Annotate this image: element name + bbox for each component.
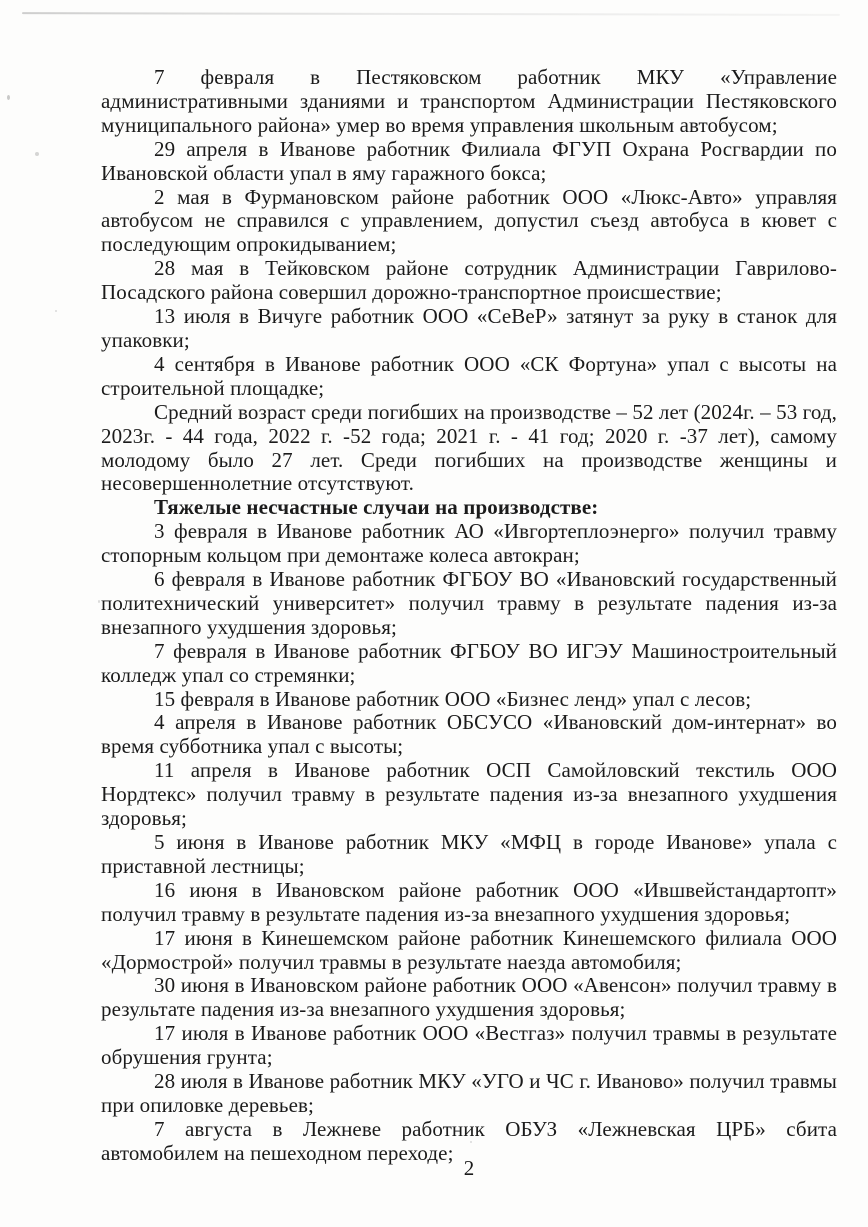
paragraph-severe-case: 17 июня в Кинешемском районе работник Кинешемского филиала ООО «Дормострой» получил травмы в результате наезда автомобиля; xyxy=(101,925,837,974)
paragraph-severe-case: 7 августа в Лежневе работник ОБУЗ «Лежневская ЦРБ» сбита автомобилем на пешеходном переходе; xyxy=(101,1116,837,1165)
paragraph-severe-case: 28 июля в Иванове работник МКУ «УГО и ЧС г. Иваново» получил травмы при опиловке деревьев; xyxy=(101,1069,837,1117)
paragraph-severe-case: 30 июня в Ивановском районе работник ООО «Авенсон» получил травму в результате падения из-за внезапного ухудшения здоровья; xyxy=(101,973,837,1022)
paragraph-fatal-case: 13 июля в Вичуге работник ООО «СеВеР» затянут за руку в станок для упаковки; xyxy=(101,304,837,352)
document-body xyxy=(101,66,837,1166)
paragraph-severe-case: 15 февраля в Иванове работник ООО «Бизнес ленд» упал с лесов; xyxy=(154,686,752,711)
paragraph-severe-case: 3 февраля в Иванове работник АО «Ивгортеплоэнерго» получил травму стопорным кольцом при демонтаже колеса автокран; xyxy=(101,519,837,568)
scan-speck xyxy=(98,600,100,603)
scan-artifact-line xyxy=(22,12,840,16)
paragraph-severe-case: 4 апреля в Иванове работник ОБСУСО «Ивановский дом-интернат» во время субботника упал с высоты; xyxy=(101,710,837,759)
paragraph-severe-case: 16 июня в Ивановском районе работник ООО «Ившвейстандартопт» получил травму в результате падения из-за внезапного ухудшения здоровья; xyxy=(101,877,837,926)
section-heading-severe-accidents: Тяжелые несчастные случаи на производстве: xyxy=(154,495,599,520)
paragraph-fatal-case: 2 мая в Фурмановском районе работник ООО «Люкс-Авто» управляя автобусом не справился с управлением, допустил съезд автобуса в кювет с последующим опрокидыванием; xyxy=(101,184,837,257)
paragraph-severe-case: 17 июля в Иванове работник ООО «Вестгаз» получил травмы в результате обрушения грунта; xyxy=(101,1021,837,1070)
scan-speck xyxy=(55,310,57,312)
paragraph-fatal-case: 29 апреля в Иванове работник Филиала ФГУП Охрана Росгвардии по Ивановской области упал в яму гаражного бокса; xyxy=(101,136,837,185)
paragraph-average-age: Средний возраст среди погибших на производстве – 52 лет (2024г. – 53 год, 2023г. - 44 года, 2022 г. -52 года; 2021 г. - 41 год; 2020 г. -37 лет), самому молодому было 27 лет. Среди погибших на производстве женщины и несовершеннолетние отсутствуют. xyxy=(101,399,837,496)
paragraph-severe-case: 5 июня в Иванове работник МКУ «МФЦ в городе Иванове» упала с приставной лестницы; xyxy=(101,830,837,878)
paragraph-severe-case: 6 февраля в Иванове работник ФГБОУ ВО «Ивановский государственный политехнический университет» получил травму в результате падения из-за внезапного ухудшения здоровья; xyxy=(101,567,837,639)
paragraph-severe-case: 11 апреля в Иванове работник ОСП Самойловский текстиль ООО Нордтекс» получил травму в результате падения из-за внезапного ухудшения здоровья; xyxy=(101,758,837,831)
paragraph-fatal-case: 4 сентября в Иванове работник ООО «СК Фортуна» упал с высоты на строительной площадке; xyxy=(101,351,837,400)
page-number: 2 xyxy=(463,1156,475,1180)
scan-speck xyxy=(35,152,39,156)
scan-speck xyxy=(7,95,10,100)
paragraph-fatal-case: 28 мая в Тейковском районе сотрудник Администрации Гаврилово-Посадского района совершил дорожно-транспортное происшествие; xyxy=(101,256,837,305)
paragraph-severe-case: 7 февраля в Иванове работник ФГБОУ ВО ИГЭУ Машиностроительный колледж упал со стремянки; xyxy=(101,638,837,687)
paragraph-fatal-case: 7 февраля в Пестяковском работник МКУ «Управление административными зданиями и транспортом Администрации Пестяковского муниципального района» умер во время управления школьным автобусом; xyxy=(101,65,837,137)
